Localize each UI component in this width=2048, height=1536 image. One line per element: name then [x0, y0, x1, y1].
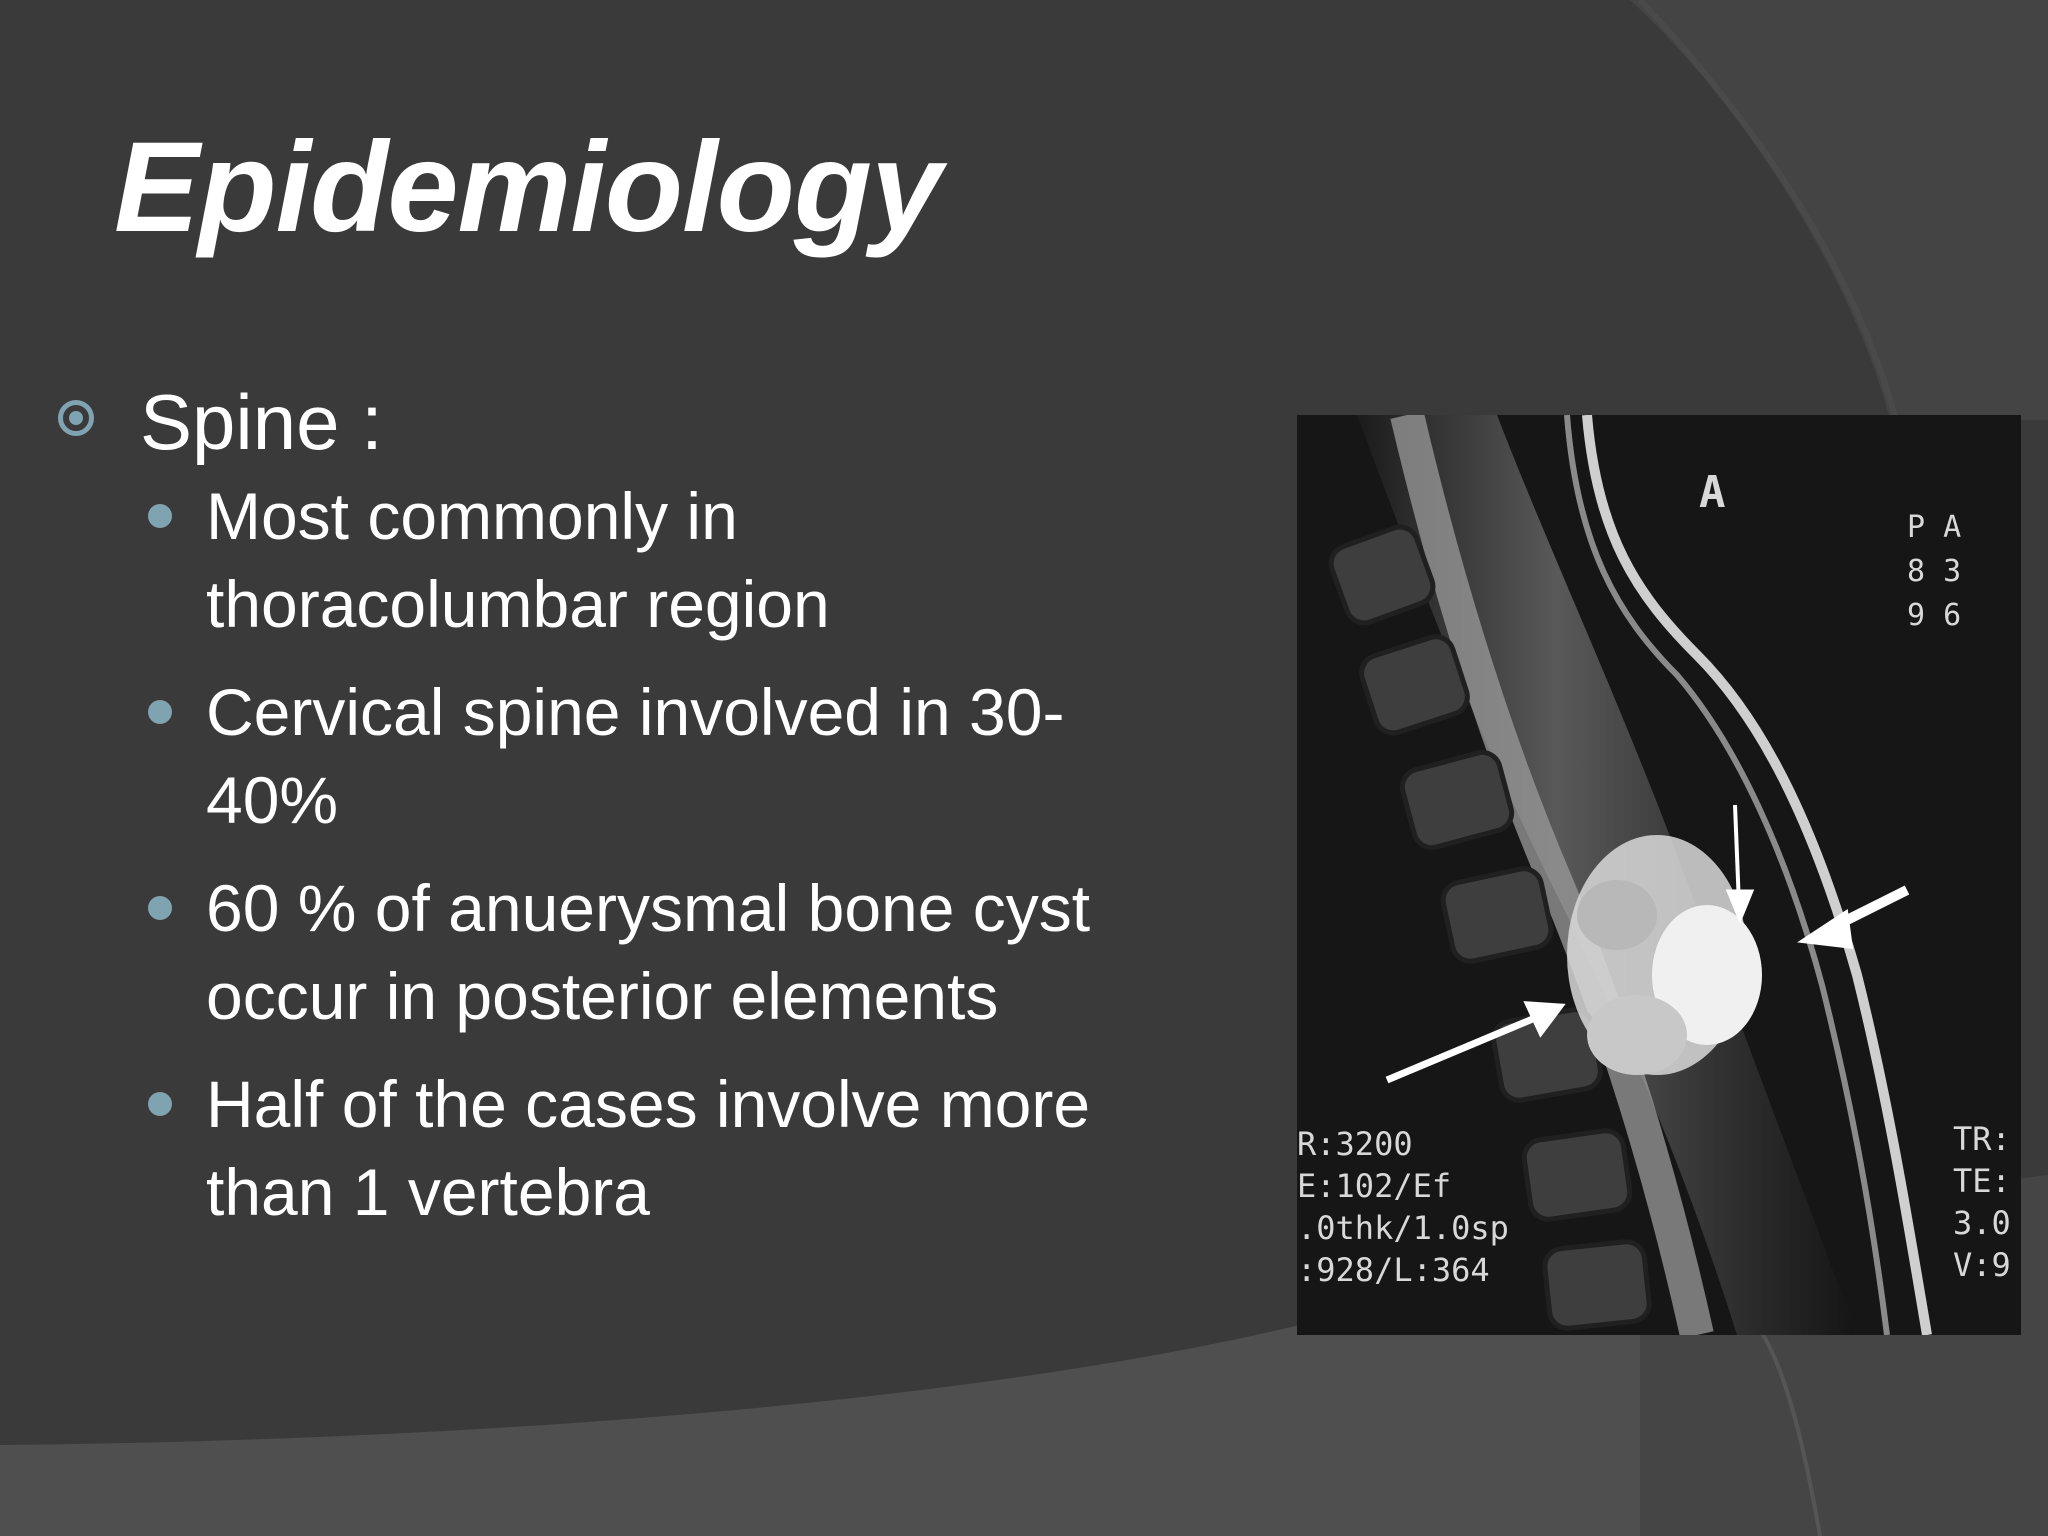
mri-corner-text: 9 6 [1907, 598, 1962, 633]
mri-illustration [1297, 415, 2021, 1335]
bullet-line: than 1 vertebra [206, 1155, 650, 1229]
mri-corner-text: R:3200 [1297, 1125, 1413, 1163]
bullet-line: 40% [206, 763, 339, 837]
circle-bullet-icon [58, 400, 94, 436]
dot-bullet-icon [148, 700, 172, 724]
mri-corner-text: P A [1907, 510, 1962, 545]
mri-corner-text: 8 3 [1907, 554, 1962, 589]
section-heading [56, 372, 1236, 472]
bullet-line: Most commonly in [206, 479, 738, 553]
mri-corner-text: .0thk/1.0sp [1297, 1209, 1509, 1247]
slide-title: Epidemiology [114, 116, 942, 259]
mri-corner-text: TE: [1953, 1162, 2011, 1200]
bullet-content [56, 372, 1236, 1236]
mri-corner-text: V:9 [1953, 1246, 2011, 1284]
sub-bullet-item [206, 1060, 1236, 1236]
bullet-line: Half of the cases involve more [206, 1067, 1091, 1141]
mri-corner-text: 3.0 [1953, 1204, 2011, 1242]
bullet-line: thoracolumbar region [206, 567, 830, 641]
mri-corner-text: TR: [1953, 1120, 2011, 1158]
bullet-line: 60 % of anuerysmal bone cyst [206, 871, 1091, 945]
mri-spine-image [1297, 415, 2021, 1335]
dot-bullet-icon [148, 896, 172, 920]
mri-orientation-label: A [1699, 467, 1726, 518]
dot-bullet-icon [148, 504, 172, 528]
bullet-line: Cervical spine involved in 30- [206, 675, 1065, 749]
mri-corner-text: E:102/Ef [1297, 1167, 1452, 1205]
dot-bullet-icon [148, 1092, 172, 1116]
section-label: Spine : [140, 378, 383, 466]
sub-bullet-item [206, 864, 1236, 1040]
sub-bullet-list [206, 472, 1236, 1236]
bullet-line: occur in posterior elements [206, 959, 999, 1033]
mri-corner-text: :928/L:364 [1297, 1251, 1490, 1289]
sub-bullet-item [206, 472, 1236, 648]
sub-bullet-item [206, 668, 1236, 844]
